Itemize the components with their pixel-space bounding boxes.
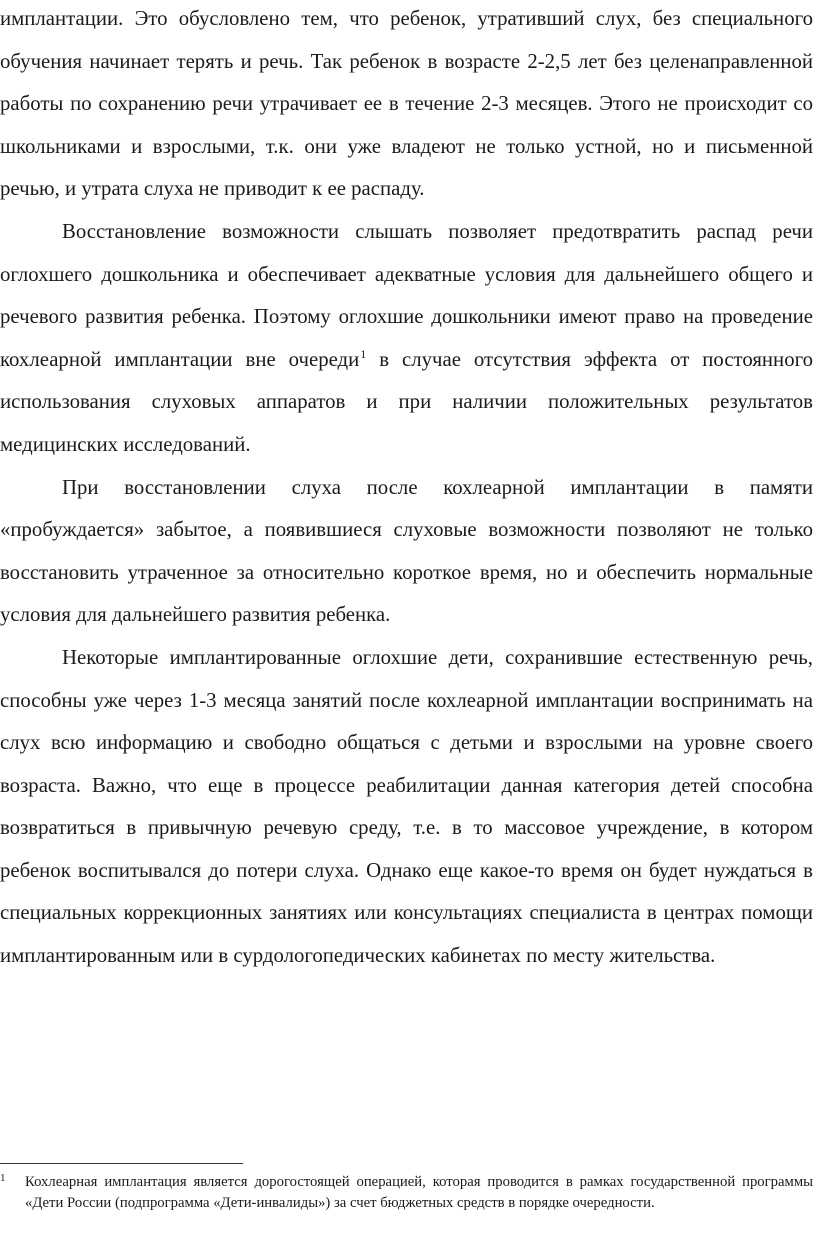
- paragraph-1: имплантации. Это обусловлено тем, что ребенок, утративший слух, без специального обучения начинает терять и речь. Так ребенок в возрасте 2-2,5 лет без целенаправленной работы по сохранению речи утрачивает ее в течение 2-3 месяцев. Этого не происходит со школьниками и взрослыми, т.к. они уже владеют не только устной, но и письменной речью, и утрата слуха не приводит к ее распаду.: [0, 7, 813, 201]
- footnote-reference[interactable]: 1: [360, 346, 367, 361]
- footnote-separator: [0, 1163, 243, 1164]
- footnote: [0, 1172, 816, 1214]
- footnote-text: Кохлеарная имплантация является дорогостоящей операцией, которая проводится в рамках государственной программы «Дети России (подпрограмма «Дети-инвалиды») за счет бюджетных средств в порядке очередности.: [25, 1174, 813, 1211]
- paragraph-2-text: Восстановление возможности слышать позволяет предотвратить распад речи оглохшего дошкольника и обеспечивает адекватные условия для дальнейшего общего и речевого развития ребенка. Поэтому оглохшие дошкольники имеют право на проведение кохлеарной имплантации вне очереди: [0, 219, 813, 371]
- paragraph-2: [0, 211, 813, 467]
- paragraph-2-continuation: в случае отсутствия эффекта от постоянного использования слуховых аппаратов и при наличии положительных результатов медицинских исследований.: [0, 347, 813, 456]
- paragraph-3: При восстановлении слуха после кохлеарной имплантации в памяти «пробуждается» забытое, а появившиеся слуховые возможности позволяют не только восстановить утраченное за относительно короткое время, но и обеспечить нормальные условия для дальнейшего развития ребенка.: [0, 475, 813, 627]
- paragraph-4: Некоторые имплантированные оглохшие дети, сохранившие естественную речь, способны уже через 1-3 месяца занятий после кохлеарной имплантации воспринимать на слух всю информацию и свободно общаться с детьми и взрослыми на уровне своего возраста. Важно, что еще в процессе реабилитации данная категория детей способна возвратиться в привычную речевую среду, т.е. в то массовое учреждение, в котором ребенок воспитывался до потери слуха. Однако еще какое-то время он будет нуждаться в специальных коррекционных занятиях или консультациях специалиста в центрах помощи имплантированным или в сурдологопедических кабинетах по месту жительства.: [0, 645, 813, 968]
- footnote-number: 1: [0, 1172, 6, 1184]
